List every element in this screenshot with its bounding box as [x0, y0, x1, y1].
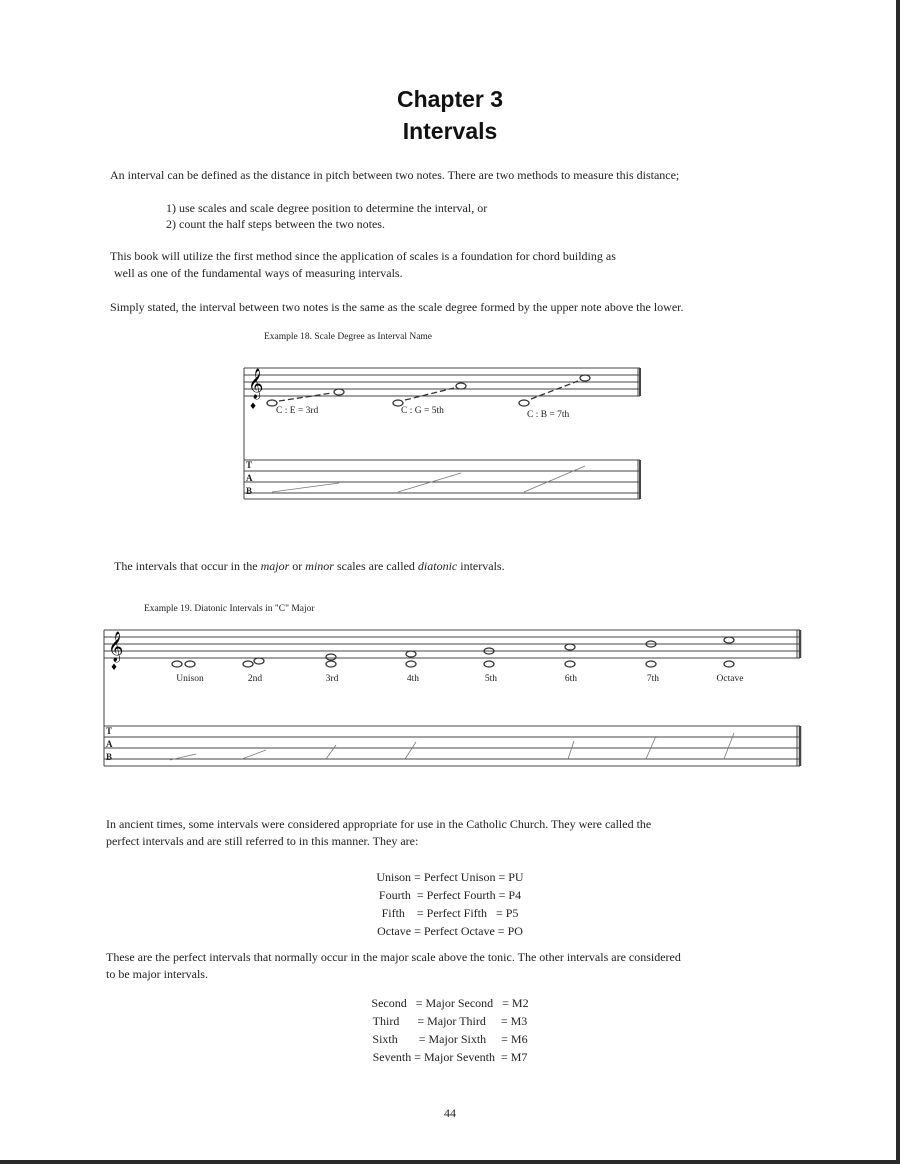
treble-clef-icon: 𝄞 — [248, 369, 264, 399]
interval-label-octave: Octave — [716, 674, 744, 684]
example-18-tab-staff — [244, 460, 640, 499]
paragraph-5-line-2: perfect intervals and are still referred to in this manner. They are: — [106, 834, 419, 848]
interval-label-fifth: C : G = 5th — [401, 406, 444, 416]
interval-label-4th: 4th — [406, 674, 420, 684]
example-18-tab-slides — [272, 466, 585, 492]
method-item-2: 2) count the half steps between the two notes. — [166, 217, 385, 231]
perfect-interval-fifth: Fifth = Perfect Fifth = P5 — [381, 906, 519, 920]
interval-label-3rd: 3rd — [325, 674, 339, 684]
example-19-label: Example 19. Diatonic Intervals in "C" Major — [144, 604, 315, 614]
interval-label-seventh: C : B = 7th — [527, 410, 570, 420]
perfect-interval-octave: Octave = Perfect Octave = PO — [377, 924, 523, 938]
intro-paragraph: An interval can be defined as the distance in pitch between two notes. There are two methods to measure this distance; — [110, 168, 680, 182]
paragraph-3: Simply stated, the interval between two notes is the same as the scale degree formed by the upper note above the lower. — [110, 300, 684, 314]
chapter-title: Intervals — [402, 118, 498, 144]
perfect-intervals-list — [0, 868, 900, 940]
major-interval-seventh: Seventh = Major Seventh = M7 — [372, 1050, 528, 1064]
major-interval-second: Second = Major Second = M2 — [371, 996, 529, 1010]
example-19-staff — [104, 630, 800, 766]
chapter-number: Chapter 3 — [396, 86, 504, 112]
diatonic-paragraph: The intervals that occur in the major or minor scales are called diatonic intervals. — [114, 559, 505, 573]
example-19-tab-clef — [106, 725, 113, 764]
major-interval-third: Third = Major Third = M3 — [372, 1014, 528, 1028]
tab-letter-t: T — [106, 726, 113, 736]
interval-label-5th: 5th — [484, 674, 498, 684]
meter-marker-icon: ♦ — [110, 663, 119, 673]
paragraph-2-line-2: well as one of the fundamental ways of measuring intervals. — [114, 266, 403, 280]
treble-clef-icon: 𝄞 — [108, 632, 124, 662]
major-intervals-list — [0, 994, 900, 1066]
method-item-1: 1) use scales and scale degree position to determine the interval, or — [166, 201, 488, 215]
example-18-label: Example 18. Scale Degree as Interval Name — [264, 332, 433, 342]
tab-letter-a: A — [246, 473, 253, 483]
tab-letter-a: A — [106, 739, 113, 749]
interval-label-2nd: 2nd — [247, 674, 263, 684]
example-18-notes — [267, 375, 590, 406]
paragraph-6-line-1: These are the perfect intervals that normally occur in the major scale above the tonic. The other intervals are considered — [106, 950, 681, 964]
perfect-interval-fourth: Fourth = Perfect Fourth = P4 — [378, 888, 522, 902]
tab-letter-t: T — [246, 460, 253, 470]
perfect-interval-unison: Unison = Perfect Unison = PU — [376, 870, 524, 884]
major-interval-sixth: Sixth = Major Sixth = M6 — [372, 1032, 528, 1046]
interval-label-6th: 6th — [564, 674, 578, 684]
paragraph-2-line-1: This book will utilize the first method since the application of scales is a foundation for chord building as — [110, 249, 616, 263]
tab-letter-b: B — [106, 752, 113, 762]
paragraph-6-line-2: to be major intervals. — [106, 967, 208, 981]
example-18-tab-clef — [246, 459, 253, 498]
tab-letter-b: B — [246, 486, 253, 496]
page-number: 44 — [444, 1106, 456, 1120]
example-19-tab-staff — [104, 726, 800, 766]
interval-label-third: C : E = 3rd — [276, 406, 319, 416]
interval-label-unison: Unison — [176, 674, 204, 684]
interval-label-7th: 7th — [646, 674, 660, 684]
paragraph-5-line-1: In ancient times, some intervals were considered appropriate for use in the Catholic Church. They were called the — [106, 817, 652, 831]
example-18-staff — [244, 368, 640, 499]
meter-marker-icon: ♦ — [249, 402, 258, 412]
example-19-notes — [172, 637, 734, 667]
